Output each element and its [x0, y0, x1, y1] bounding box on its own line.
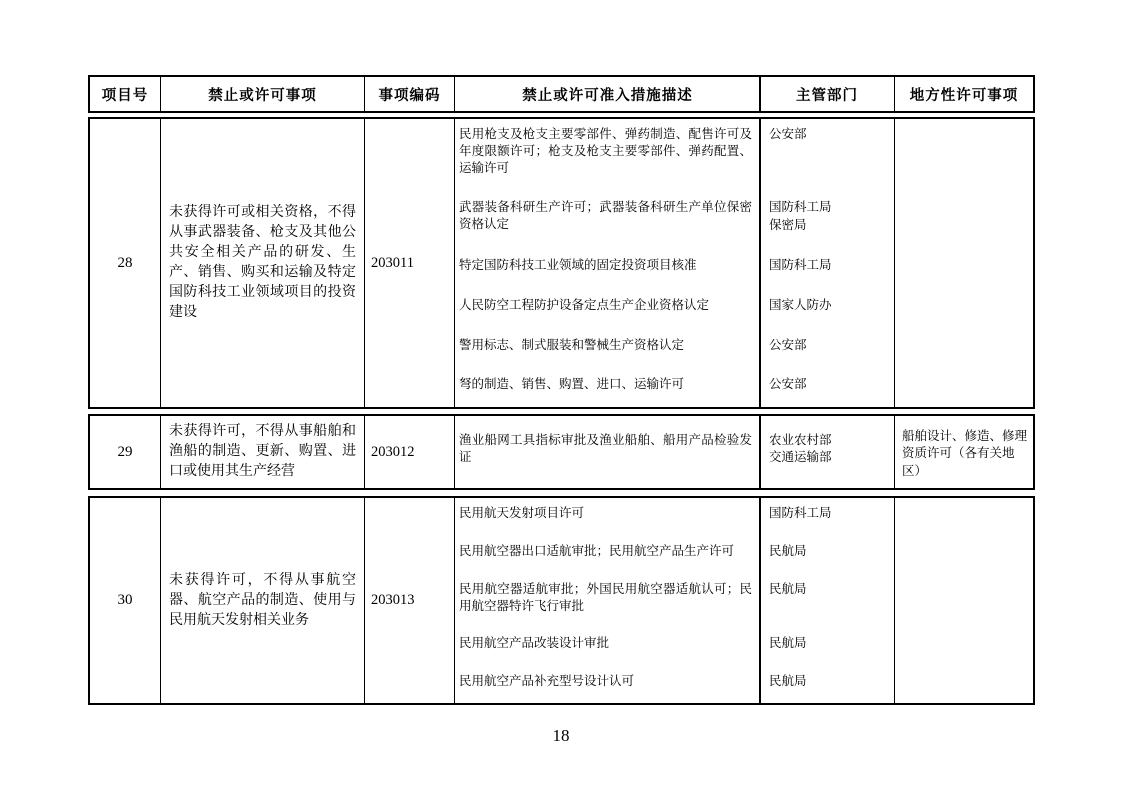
column-header-item-number: 项目号 — [90, 77, 161, 111]
item-code-cell: 203011 — [365, 119, 455, 407]
measure-row — [455, 580, 894, 616]
column-header-competent-department: 主管部门 — [796, 87, 858, 104]
department-text — [760, 296, 894, 316]
table-row — [88, 414, 1035, 490]
measure-text: 民用枪支及枪支主要零部件、弹药制造、配售许可及年度限额许可；枪支及枪支主要零部件、弹药配置、运输许可 — [459, 127, 752, 175]
measure-list — [455, 498, 894, 703]
measure-row — [455, 634, 894, 654]
department-line: 农业农村部 — [769, 432, 832, 447]
measure-row — [455, 296, 894, 316]
measures-cell — [455, 119, 895, 407]
department-line: 民航局 — [769, 673, 807, 688]
measure-text: 人民防空工程防护设备定点生产企业资格认定 — [459, 297, 710, 312]
measure-text: 渔业船网工具指标审批及渔业船舶、船用产品检验发证 — [459, 432, 752, 464]
department-text — [760, 375, 894, 395]
department-line: 国防科工局 — [769, 506, 832, 521]
column-header-local-permit: 地方性许可事项 — [909, 87, 1019, 104]
department-line: 民航局 — [769, 543, 807, 558]
department-text — [760, 256, 894, 276]
table-row — [88, 117, 1035, 409]
department-text — [760, 431, 894, 468]
measure-department-divider — [759, 119, 761, 407]
item-description-cell: 未获得许可或相关资格，不得从事武器装备、枪支及其他公共安全相关产品的研发、生产、销售、购买和运输及特定国防科技工业领域项目的投资建设 — [161, 119, 365, 407]
measure-text: 民用航空器适航审批；外国民用航空器适航认可；民用航空器特许飞行审批 — [459, 581, 752, 613]
measure-text: 特定国防科技工业领域的固定投资项目核准 — [459, 257, 697, 272]
item-description-cell: 未获得许可，不得从事航空器、航空产品的制造、使用与民用航天发射相关业务 — [161, 498, 365, 703]
measure-text: 民用航空器出口适航审批；民用航空产品生产许可 — [459, 543, 735, 558]
department-line: 国防科工局 — [769, 257, 832, 272]
department-text — [760, 542, 894, 562]
measure-text: 民用航天发射项目许可 — [459, 506, 585, 521]
column-header-prohibited-item: 禁止或许可事项 — [161, 77, 365, 111]
measure-text: 警用标志、制式服装和警械生产资格认定 — [459, 337, 685, 352]
department-text — [760, 198, 894, 235]
measure-row — [455, 672, 894, 692]
measure-list — [455, 416, 894, 488]
department-line: 国家人防办 — [769, 297, 832, 312]
department-line: 保密局 — [769, 217, 807, 232]
local-permit-cell — [895, 498, 1033, 703]
measure-row — [455, 504, 894, 524]
measure-text: 民用航空产品补充型号设计认可 — [459, 673, 635, 688]
measures-cell — [455, 498, 895, 703]
column-header-item-code: 事项编码 — [365, 77, 455, 111]
department-line: 民航局 — [769, 635, 807, 650]
department-line: 公安部 — [769, 127, 807, 141]
department-text — [760, 125, 894, 178]
item-number-cell: 29 — [90, 416, 161, 488]
measure-department-divider — [759, 416, 761, 488]
measure-text: 武器装备科研生产许可；武器装备科研生产单位保密资格认定 — [459, 200, 752, 232]
column-header-measure-description: 禁止或许可准入措施描述 — [522, 87, 693, 104]
measure-row — [455, 375, 894, 395]
local-permit-cell: 船舶设计、修造、修理资质许可（各有关地区） — [902, 428, 1028, 478]
page-number: 18 — [552, 726, 570, 745]
local-permit-cell — [895, 119, 1033, 407]
table-row — [88, 496, 1035, 705]
department-line: 公安部 — [769, 337, 807, 352]
access-restriction-table — [88, 75, 1035, 705]
department-text — [760, 504, 894, 524]
department-text — [760, 672, 894, 692]
item-number-cell: 30 — [90, 498, 161, 703]
header-column-divider — [759, 77, 761, 111]
measure-row — [455, 125, 894, 178]
measure-department-divider — [759, 498, 761, 703]
table-header-row — [88, 75, 1035, 113]
measure-text: 弩的制造、销售、购置、进口、运输许可 — [459, 377, 685, 392]
department-text — [760, 580, 894, 616]
department-text — [760, 336, 894, 356]
item-description-cell: 未获得许可，不得从事船舶和渔船的制造、更新、购置、进口或使用其生产经营 — [161, 416, 365, 488]
measure-row — [455, 431, 894, 468]
measure-row — [455, 542, 894, 562]
measure-row — [455, 336, 894, 356]
department-text — [760, 634, 894, 654]
table-body — [88, 117, 1035, 705]
item-code-cell: 203013 — [365, 498, 455, 703]
measure-list — [455, 119, 894, 407]
item-code-cell: 203012 — [365, 416, 455, 488]
measures-cell — [455, 416, 895, 488]
department-line: 国防科工局 — [769, 200, 832, 215]
measure-row — [455, 198, 894, 235]
item-number-cell: 28 — [90, 119, 161, 407]
measure-text: 民用航空产品改装设计审批 — [459, 635, 610, 650]
department-line: 公安部 — [769, 377, 807, 392]
department-line: 民航局 — [769, 581, 807, 596]
department-line: 交通运输部 — [769, 450, 832, 465]
measure-row — [455, 256, 894, 276]
column-headers-measures-depts — [455, 77, 895, 111]
